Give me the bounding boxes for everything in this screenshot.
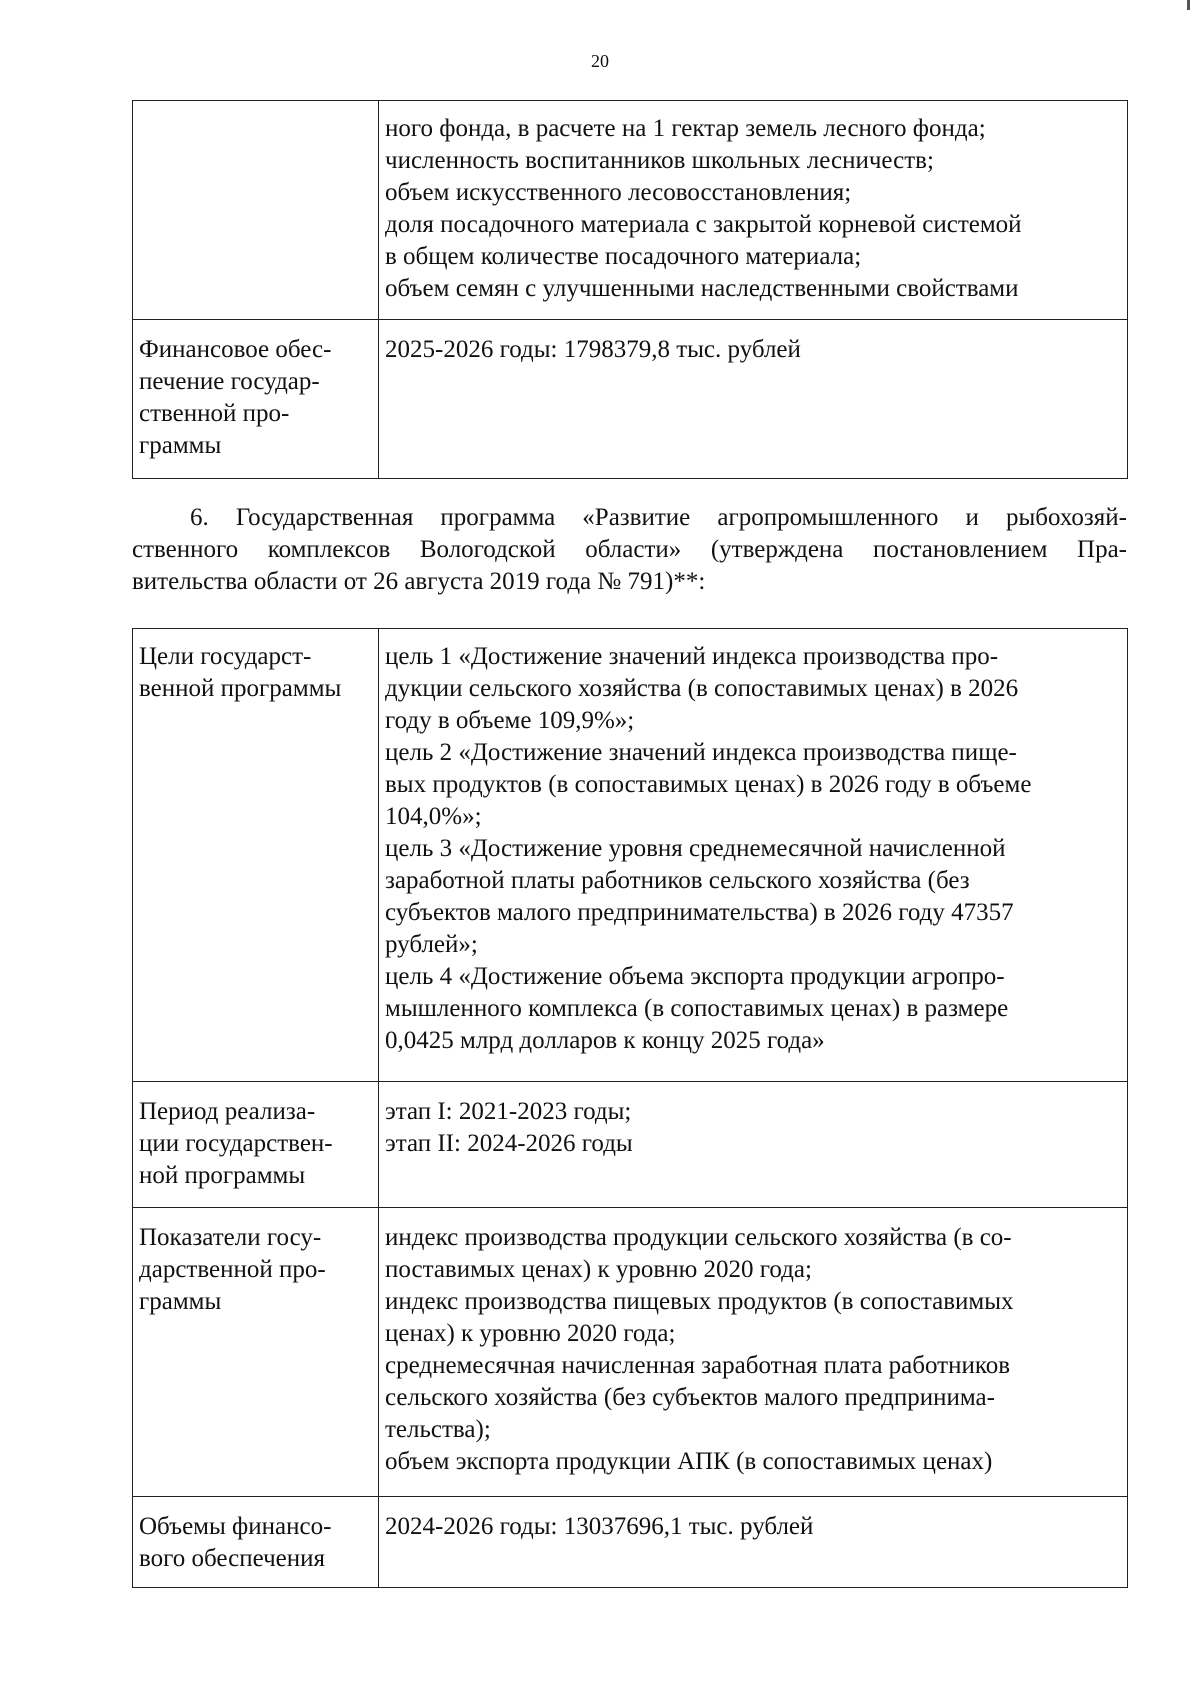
cell-line: в общем количестве посадочного материала; bbox=[385, 243, 862, 270]
label-line: Цели государст- bbox=[139, 643, 312, 670]
cell-line: вых продуктов (в сопоставимых ценах) в 2026 году в объеме bbox=[385, 771, 1032, 798]
cell-line: поставимых ценах) к уровню 2020 года; bbox=[385, 1256, 812, 1283]
label-line: граммы bbox=[139, 1288, 222, 1315]
paragraph-line: ственного комплексов Вологодской области» (утверждена постановлением Пра- bbox=[132, 536, 1127, 563]
scan-edge-mark bbox=[1187, 0, 1190, 10]
goals-cell bbox=[379, 629, 1128, 1082]
funding-cell bbox=[379, 1497, 1128, 1588]
cell-line: этап II: 2024-2026 годы bbox=[385, 1130, 633, 1157]
indicators-continued-cell bbox=[379, 101, 1128, 320]
table-row bbox=[133, 1082, 1128, 1208]
cell-line: 104,0%»; bbox=[385, 803, 482, 830]
label-line: дарственной про- bbox=[139, 1256, 326, 1283]
table-row bbox=[133, 101, 1128, 320]
label-line: Период реализа- bbox=[139, 1098, 316, 1125]
cell-line: объем экспорта продукции АПК (в сопоставимых ценах) bbox=[385, 1448, 993, 1475]
table-row bbox=[133, 1497, 1128, 1588]
cell-line: 2024-2026 годы: 13037696,1 тыс. рублей bbox=[385, 1513, 814, 1540]
label-line: Объемы финансо- bbox=[139, 1513, 332, 1540]
cell-line: цель 4 «Достижение объема экспорта продукции агропро- bbox=[385, 963, 1005, 990]
label-line: ной программы bbox=[139, 1162, 306, 1189]
section-6-paragraph bbox=[132, 502, 1127, 598]
cell-line: 2025-2026 годы: 1798379,8 тыс. рублей bbox=[385, 336, 801, 363]
row-label-cell bbox=[133, 629, 379, 1082]
cell-line: этап I: 2021-2023 годы; bbox=[385, 1098, 632, 1125]
cell-line: численность воспитанников школьных лесничеств; bbox=[385, 147, 934, 174]
cell-line: ного фонда, в расчете на 1 гектар земель лесного фонда; bbox=[385, 115, 986, 142]
row-label-cell bbox=[133, 320, 379, 479]
table-row bbox=[133, 320, 1128, 479]
cell-line: сельского хозяйства (без субъектов малого предпринима- bbox=[385, 1384, 995, 1411]
funding-value-cell bbox=[379, 320, 1128, 479]
indicators-cell bbox=[379, 1208, 1128, 1497]
label-line: Показатели госу- bbox=[139, 1224, 322, 1251]
cell-line: субъектов малого предпринимательства) в 2026 году 47357 bbox=[385, 899, 1014, 926]
cell-line: индекс производства пищевых продуктов (в сопоставимых bbox=[385, 1288, 1014, 1315]
program-passport-table-continued bbox=[132, 100, 1128, 479]
cell-line: году в объеме 109,9%»; bbox=[385, 707, 635, 734]
label-line: ственной про- bbox=[139, 400, 290, 427]
cell-line: мышленного комплекса (в сопоставимых ценах) в размере bbox=[385, 995, 1009, 1022]
label-line: Финансовое обес- bbox=[139, 336, 332, 363]
table-row bbox=[133, 629, 1128, 1082]
row-label-cell bbox=[133, 1497, 379, 1588]
cell-line: цель 3 «Достижение уровня среднемесячной начисленной bbox=[385, 835, 1006, 862]
label-line: вого обеспечения bbox=[139, 1545, 325, 1572]
cell-line: объем искусственного лесовосстановления; bbox=[385, 179, 852, 206]
label-line: печение государ- bbox=[139, 368, 320, 395]
table-row bbox=[133, 1208, 1128, 1497]
row-label-cell bbox=[133, 1208, 379, 1497]
paragraph-line: вительства области от 26 августа 2019 года № 791)**: bbox=[132, 568, 706, 595]
row-label-cell bbox=[133, 1082, 379, 1208]
cell-line: ценах) к уровню 2020 года; bbox=[385, 1320, 676, 1347]
cell-line: дукции сельского хозяйства (в сопоставимых ценах) в 2026 bbox=[385, 675, 1019, 702]
cell-line: индекс производства продукции сельского хозяйства (в со- bbox=[385, 1224, 1012, 1251]
cell-line: рублей»; bbox=[385, 931, 478, 958]
cell-line: тельства); bbox=[385, 1416, 491, 1443]
program-6-passport-table bbox=[132, 628, 1128, 1588]
cell-line: 0,0425 млрд долларов к концу 2025 года» bbox=[385, 1027, 825, 1054]
cell-line: заработной платы работников сельского хозяйства (без bbox=[385, 867, 970, 894]
cell-line: цель 1 «Достижение значений индекса производства про- bbox=[385, 643, 999, 670]
page-number: 20 bbox=[591, 51, 609, 71]
cell-line: среднемесячная начисленная заработная плата работников bbox=[385, 1352, 1011, 1379]
paragraph-line: 6. Государственная программа «Развитие агропромышленного и рыбохозяй- bbox=[190, 504, 1127, 531]
cell-line: объем семян с улучшенными наследственными свойствами bbox=[385, 275, 1019, 302]
row-label-cell bbox=[133, 101, 379, 320]
cell-line: доля посадочного материала с закрытой корневой системой bbox=[385, 211, 1022, 238]
label-line: ции государствен- bbox=[139, 1130, 333, 1157]
cell-line: цель 2 «Достижение значений индекса производства пище- bbox=[385, 739, 1017, 766]
period-cell bbox=[379, 1082, 1128, 1208]
label-line: венной программы bbox=[139, 675, 342, 702]
label-line: граммы bbox=[139, 432, 222, 459]
